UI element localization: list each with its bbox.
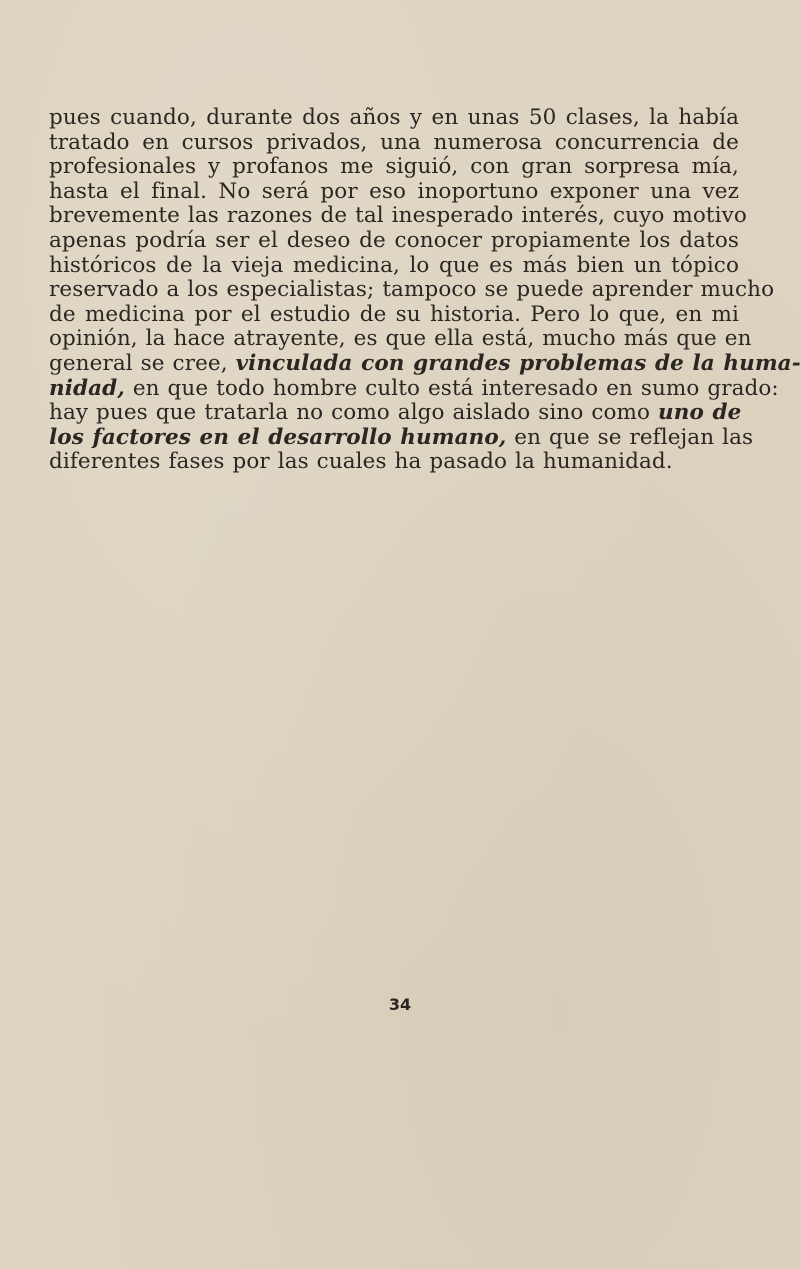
text-line: [49, 350, 801, 377]
text-run: brevemente las razones de tal inesperado interés, cuyo motivo: [49, 203, 747, 229]
text-line: [49, 326, 752, 352]
text-run: diferentes fases por las cuales ha pasado la humanidad.: [49, 449, 673, 475]
text-line: [49, 303, 739, 328]
body-paragraph: [49, 105, 801, 475]
emphasized-text: vinculada con grandes problemas de la huma-: [235, 350, 801, 376]
emphasized-text: nidad,: [49, 375, 125, 401]
text-run: profesionales y profanos me siguió, con gran sorpresa mía,: [49, 154, 739, 180]
emphasized-text: uno de: [657, 400, 742, 426]
text-run: reservado a los especialistas; tampoco se puede aprender mucho: [49, 277, 775, 303]
text-run: de medicina por el estudio de su historia. Pero lo que, en mi: [49, 301, 739, 327]
text-line: [49, 155, 739, 180]
text-line: [49, 375, 779, 402]
text-line: [49, 180, 739, 205]
text-run: históricos de la vieja medicina, lo que es más bien un tópico: [49, 252, 739, 278]
text-run: en que se reflejan las: [506, 424, 754, 450]
text-run: apenas podría ser el deseo de conocer propiamente los datos: [49, 227, 739, 253]
text-run: pues cuando, durante dos años y en unas 50 clases, la había: [49, 105, 739, 130]
text-run: hay pues que tratarla no como algo aislado sino como: [49, 400, 658, 426]
text-line: [49, 203, 747, 229]
text-line: [49, 254, 739, 279]
text-run: general se cree,: [49, 350, 236, 376]
text-run: hasta el final. No será por eso inoportuno exponer una vez: [49, 178, 739, 204]
text-run: opinión, la hace atrayente, es que ella está, mucho más que en: [49, 326, 752, 352]
text-line: [49, 277, 775, 303]
text-line: [49, 400, 742, 426]
emphasized-text: los factores en el desarrollo humano,: [49, 424, 507, 450]
text-run: en que todo hombre culto está interesado en sumo grado:: [124, 375, 779, 401]
text-line: [49, 450, 739, 475]
page-number: 34: [388, 995, 412, 1014]
text-line: [49, 229, 739, 254]
text-run: tratado en cursos privados, una numerosa concurrencia de: [49, 129, 739, 155]
text-line: [49, 131, 739, 156]
text-line: [49, 424, 754, 451]
text-line: [49, 106, 739, 131]
